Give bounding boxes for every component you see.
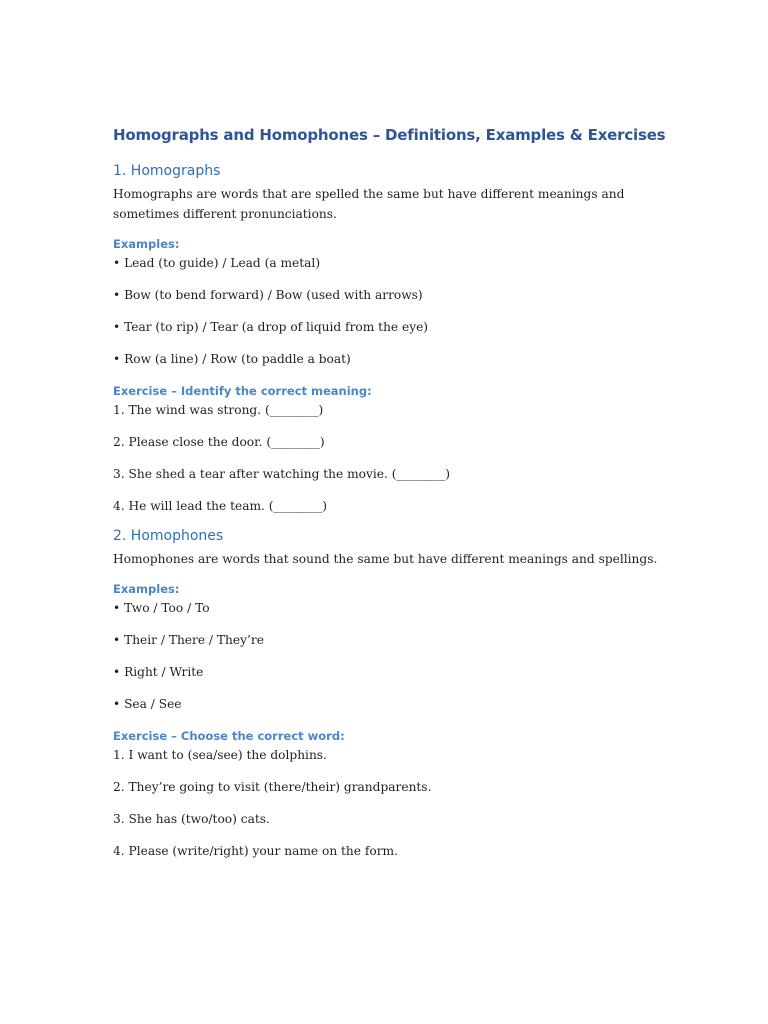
homophone-example-item: • Their / There / They’re [113, 633, 264, 647]
document-title: Homographs and Homophones – Definitions, Examples & Exercises [113, 126, 666, 144]
homophone-exercise-item: 3. She has (two/too) cats. [113, 812, 270, 826]
homograph-exercise-item: 3. She shed a tear after watching the movie. (________) [113, 467, 451, 481]
section-heading-homophones: 2. Homophones [113, 528, 224, 544]
homophones-definition: Homophones are words that sound the same but have different meanings and spellings. [113, 552, 658, 566]
homograph-exercise-item: 4. He will lead the team. (________) [113, 499, 328, 513]
homographs-examples-heading: Examples: [113, 237, 180, 251]
homophone-exercise-item: 4. Please (write/right) your name on the form. [113, 844, 398, 858]
homophone-exercise-item: 1. I want to (sea/see) the dolphins. [113, 748, 327, 762]
homograph-example-item: • Bow (to bend forward) / Bow (used with arrows) [113, 288, 423, 302]
section-heading-homographs: 1. Homographs [113, 163, 221, 179]
homograph-example-item: • Row (a line) / Row (to paddle a boat) [113, 352, 351, 366]
homograph-example-item: • Lead (to guide) / Lead (a metal) [113, 256, 321, 270]
homographs-exercise-heading: Exercise – Identify the correct meaning: [113, 384, 372, 398]
homographs-definition: Homographs are words that are spelled the same but have different meanings and sometimes different pronunciations. [113, 187, 625, 221]
homophone-example-item: • Two / Too / To [113, 601, 210, 615]
homograph-exercise-item: 1. The wind was strong. (________) [113, 403, 324, 417]
homophone-example-item: • Right / Write [113, 665, 204, 679]
document-body [113, 124, 673, 875]
homophone-exercise-item: 2. They’re going to visit (there/their) grandparents. [113, 780, 432, 794]
homophones-exercise-heading: Exercise – Choose the correct word: [113, 729, 345, 743]
homograph-example-item: • Tear (to rip) / Tear (a drop of liquid from the eye) [113, 320, 429, 334]
homophones-examples-heading: Examples: [113, 582, 180, 596]
homophone-example-item: • Sea / See [113, 697, 182, 711]
homograph-exercise-item: 2. Please close the door. (________) [113, 435, 325, 449]
